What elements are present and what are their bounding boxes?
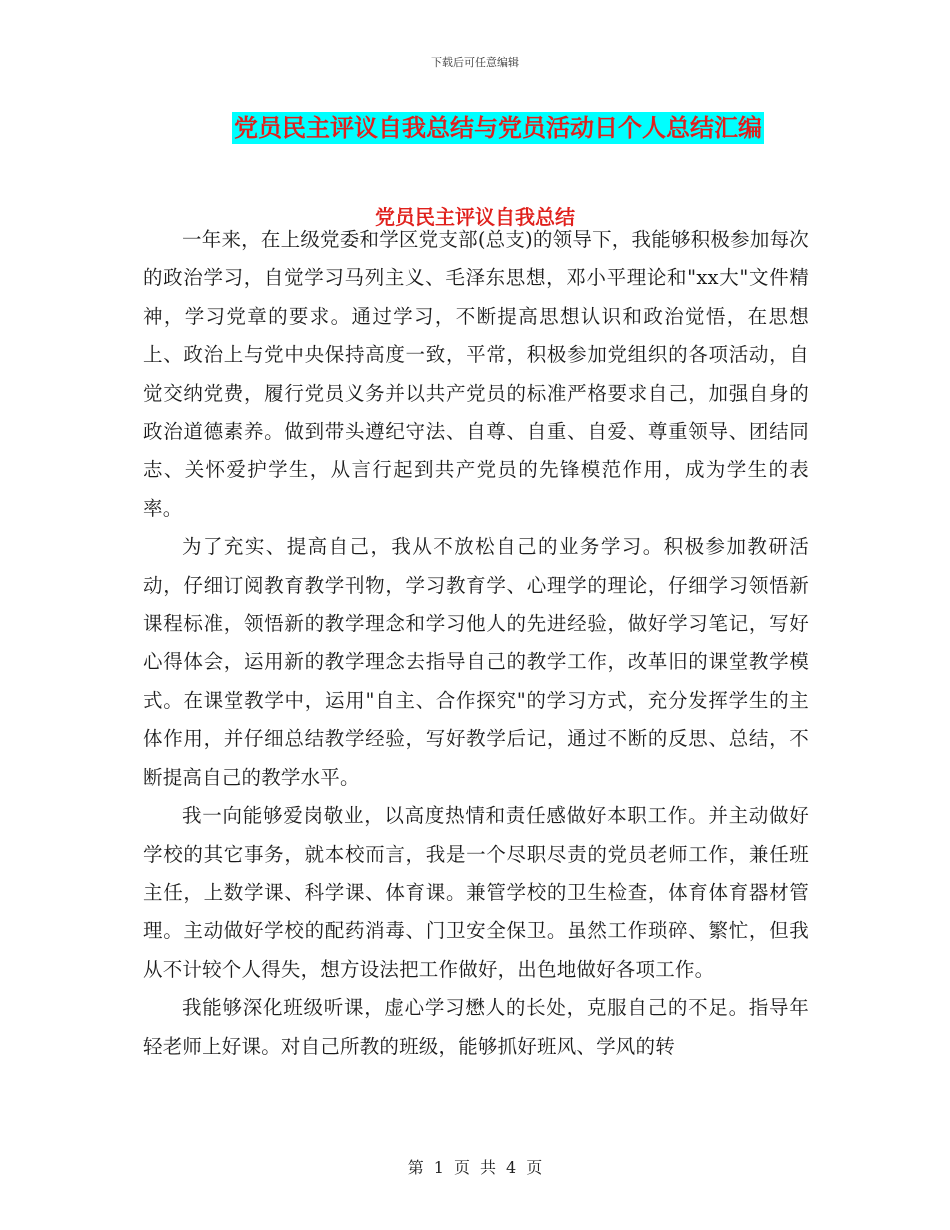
page-number: 1: [433, 1158, 444, 1177]
paragraph-1: 一年来，在上级党委和学区党支部(总支)的领导下，我能够积极参加每次的政治学习，自觉学习马列主义、毛泽东思想，邓小平理论和"xx大"文件精神，学习党章的要求。通过学习，不断提高思想认识和政治觉悟，在思想上、政治上与党中央保持高度一致，平常，积极参加党组织的各项活动，自觉交纳党费，履行党员义务并以共产党员的标准严格要求自己，加强自身的政治道德素养。做到带头遵纪守法、自尊、自重、自爱、尊重领导、团结同志、关怀爱护学生，从言行起到共产党员的先锋模范作用，成为学生的表率。: [143, 228, 809, 520]
total-pages: 4: [506, 1158, 517, 1177]
page-label-suffix: 页: [526, 1158, 543, 1177]
total-label: 共: [480, 1158, 497, 1177]
paragraph-3: 我一向能够爱岗敬业，以高度热情和责任感做好本职工作。并主动做好学校的其它事务，就本校而言，我是一个尽职尽责的党员老师工作，兼任班主任，上数学课、科学课、体育课。兼管学校的卫生检查，体育体育器材管理。主动做好学校的配药消毒、门卫安全保卫。虽然工作琐碎、繁忙，但我从不计较个人得失，想方设法把工作做好，出色地做好各项工作。: [143, 804, 809, 981]
paragraph-4: 我能够深化班级听课，虚心学习懋人的长处，克服自己的不足。指导年轻老师上好课。对自己所教的班级，能够抓好班风、学风的转: [143, 996, 809, 1058]
doc-title-wrap: [0, 112, 950, 144]
section-title: 党员民主评议自我总结: [375, 205, 575, 229]
paragraph-2: 为了充实、提高自己，我从不放松自己的业务学习。积极参加教研活动，仔细订阅教育教学刊物，学习教育学、心理学的理论，仔细学习领悟新课程标准，领悟新的教学理念和学习他人的先进经验，做好学习笔记，写好心得体会，运用新的教学理念去指导自己的教学工作，改革旧的课堂教学模式。在课堂教学中，运用"自主、合作探究"的学习方式，充分发挥学生的主体作用，并仔细总结教学经验，写好教学后记，通过不断的反思、总结，不断提高自己的教学水平。: [143, 535, 809, 789]
page-label-mid: 页: [453, 1158, 470, 1177]
page-label-prefix: 第: [407, 1158, 424, 1177]
body-text: [143, 221, 809, 1066]
document-title: 党员民主评议自我总结与党员活动日个人总结汇编: [234, 114, 762, 142]
page-footer: [0, 1155, 950, 1178]
header-note: 下载后可任意编辑: [431, 56, 519, 69]
